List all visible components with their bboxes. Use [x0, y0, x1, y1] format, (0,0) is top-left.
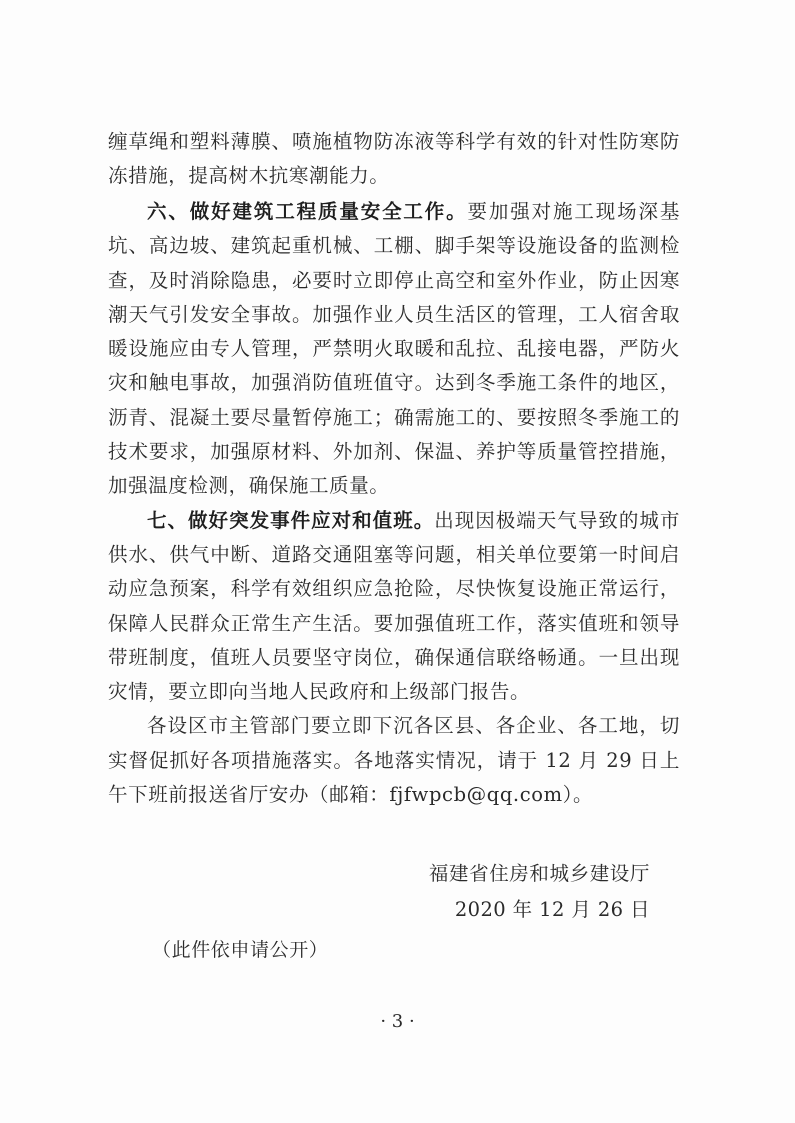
section-7-body: 出现因极端天气导致的城市供水、供气中断、道路交通阻塞等问题，相关单位要第一时间启动应急预案，科学有效组织应急抢险，尽快恢复设施正常运行，保障人民群众正常生产生活。要加强值班工作，落实值班和领导带班制度，值班人员要坚守岗位，确保通信联络畅通。一旦出现灾情，要立即向当地人民政府和上级部门报告。	[108, 508, 680, 704]
section-6-body: 要加强对施工现场深基坑、高边坡、建筑起重机械、工棚、脚手架等设施设备的监测检查，及时消除隐患，必要时立即停止高空和室外作业，防止因寒潮天气引发安全事故。加强作业人员生活区的管理，工人宿舍取暖设施应由专人管理，严禁明火取暖和乱拉、乱接电器，严防火灾和触电事故，加强消防值班值守。达到冬季施工条件的地区，沥青、混凝土要尽量暂停施工；确需施工的、要按照冬季施工的技术要求，加强原材料、外加剂、保温、养护等质量管控措施，加强温度检测，确保施工质量。	[108, 200, 680, 498]
main-text-block	[108, 195, 680, 812]
section-7-heading: 七、做好突发事件应对和值班。	[147, 508, 435, 532]
closing-paragraph: 各设区市主管部门要立即下沉各区县、各企业、各工地，切实督促抓好各项措施落实。各地落实情况，请于 12 月 29 日上午下班前报送省厅安办（邮箱：fjfwpcb@qq.com）。	[108, 714, 680, 807]
page-number: · 3 ·	[380, 1011, 415, 1032]
continuation-paragraph: 缠草绳和塑料薄膜、喷施植物防冻液等科学有效的针对性防寒防冻措施，提高树木抗寒潮能力。	[108, 130, 680, 188]
section-7-paragraph	[108, 504, 680, 710]
section-6-paragraph	[108, 195, 680, 504]
issuer-signature: 福建省住房和城乡建设厅	[428, 862, 650, 885]
disclosure-note: （此件依申请公开）	[152, 939, 329, 961]
continuation-block	[108, 125, 680, 194]
section-6-heading: 六、做好建筑工程质量安全工作。	[147, 200, 468, 223]
issue-date: 2020 年 12 月 26 日	[454, 898, 650, 921]
